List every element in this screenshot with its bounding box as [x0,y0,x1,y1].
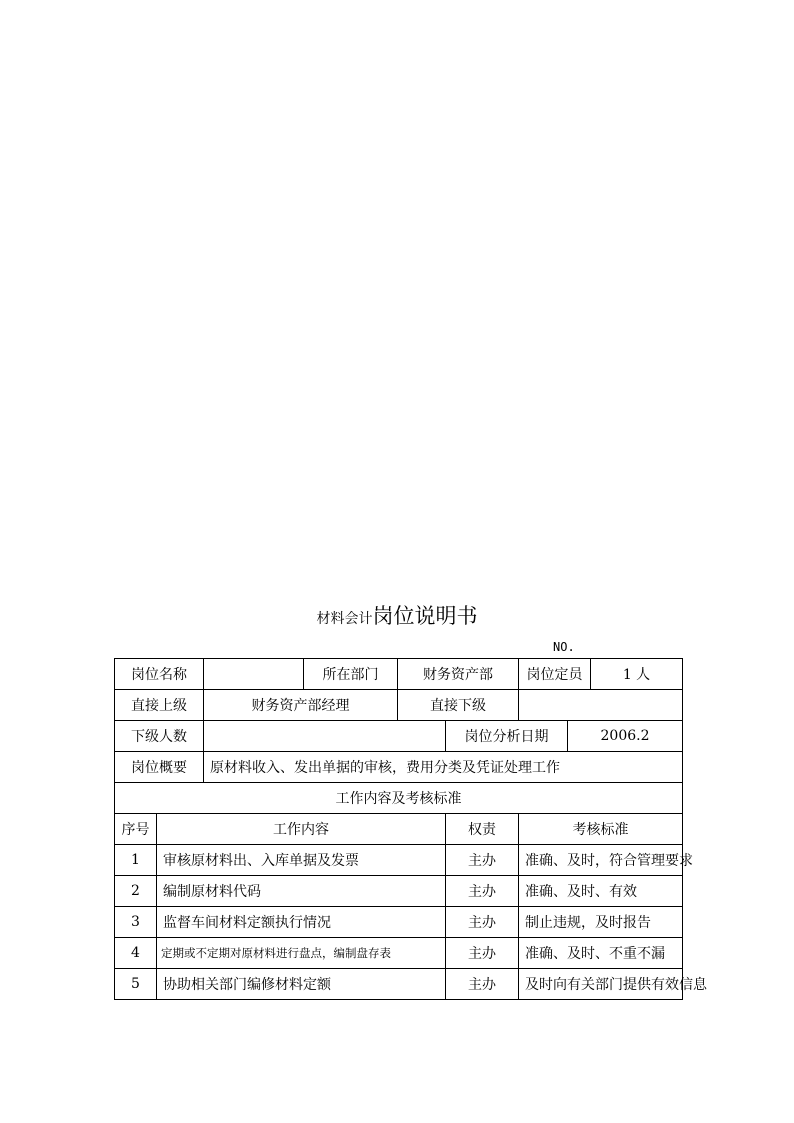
row-content: 编制原材料代码 [157,876,446,907]
row-authority: 主办 [446,845,519,876]
row-standard: 准确、及时、不重不漏 [519,938,683,969]
job-description-table [114,658,707,1000]
row-content: 协助相关部门编修材料定额 [157,969,446,1000]
row-seq: 4 [115,938,157,969]
row-seq: 2 [115,876,157,907]
table-row [115,907,683,938]
info-row-1 [115,659,683,690]
table-row [115,969,683,1000]
row-seq: 5 [115,969,157,1000]
headcount-value: 1 人 [591,659,683,690]
department-value: 财务资产部 [398,659,519,690]
header-seq: 序号 [115,814,157,845]
title-prefix: 材料会计 [316,611,373,627]
supervisor-value: 财务资产部经理 [204,690,398,721]
table-row [115,845,683,876]
work-section-title: 工作内容及考核标准 [115,783,683,814]
header-standard: 考核标准 [519,814,683,845]
info-row-3 [115,721,683,752]
row-content: 监督车间材料定额执行情况 [157,907,446,938]
department-label: 所在部门 [304,659,398,690]
row-standard: 及时向有关部门提供有效信息 [519,969,683,1000]
title-main: 岗位说明书 [372,604,478,628]
row-standard: 准确、及时、有效 [519,876,683,907]
row-authority: 主办 [446,938,519,969]
row-authority: 主办 [446,969,519,1000]
info-row-2 [115,690,683,721]
work-header-row [115,814,683,845]
header-authority: 权责 [446,814,519,845]
summary-value: 原材料收入、发出单据的审核，费用分类及凭证处理工作 [204,752,683,783]
row-seq: 3 [115,907,157,938]
info-row-4 [115,752,683,783]
document-title [0,600,794,630]
row-seq: 1 [115,845,157,876]
row-standard: 制止违规，及时报告 [519,907,683,938]
row-content: 审核原材料出、入库单据及发票 [157,845,446,876]
row-authority: 主办 [446,876,519,907]
supervisor-label: 直接上级 [115,690,204,721]
analysis-date-value: 2006.2 [568,721,683,752]
row-authority: 主办 [446,907,519,938]
headcount-label: 岗位定员 [519,659,591,690]
subordinate-label: 直接下级 [398,690,519,721]
position-name-label: 岗位名称 [115,659,204,690]
summary-label: 岗位概要 [115,752,204,783]
table-row [115,876,683,907]
header-content: 工作内容 [157,814,446,845]
section-title-row [115,783,683,814]
subordinate-count-label: 下级人数 [115,721,204,752]
document-number-label: NO. [553,640,575,654]
position-name-value [204,659,304,690]
analysis-date-label: 岗位分析日期 [446,721,568,752]
subordinate-value [519,690,683,721]
row-content: 定期或不定期对原材料进行盘点，编制盘存表 [157,938,446,969]
subordinate-count-value [204,721,446,752]
table-row [115,938,683,969]
row-standard: 准确、及时，符合管理要求 [519,845,683,876]
